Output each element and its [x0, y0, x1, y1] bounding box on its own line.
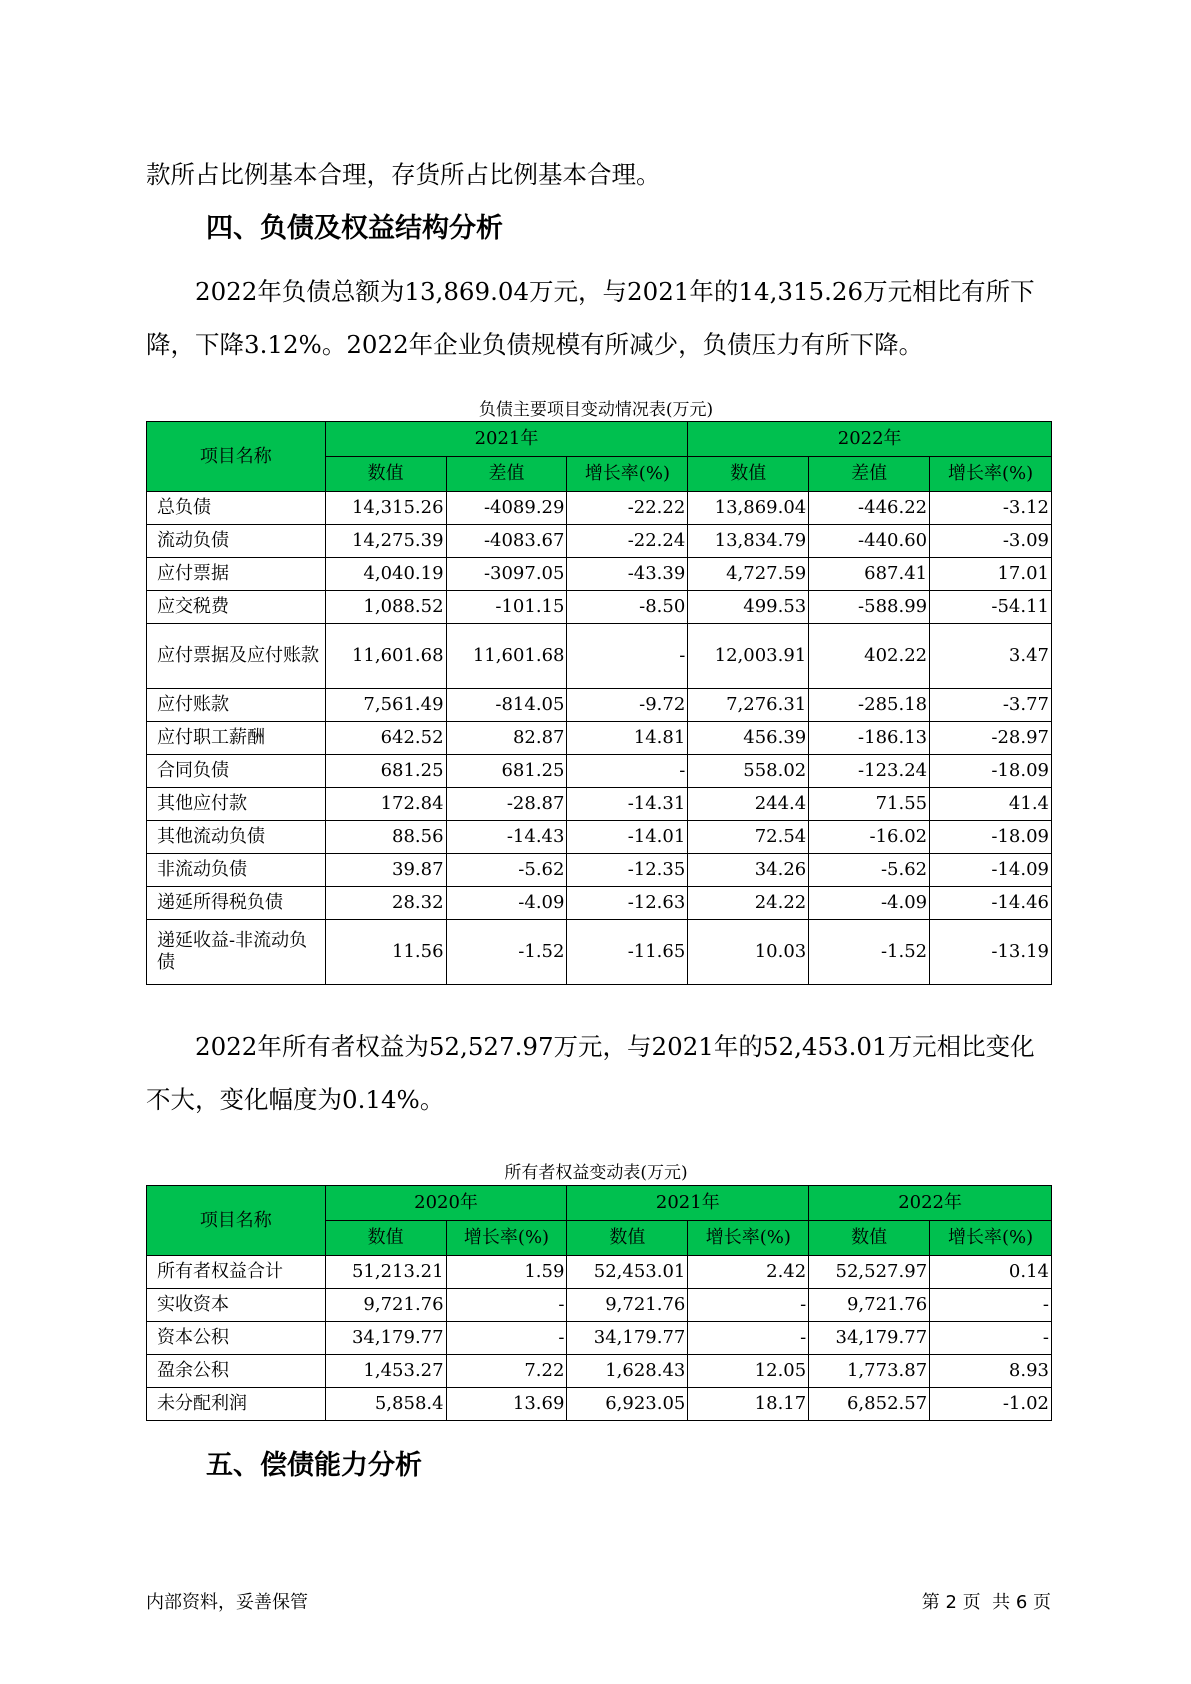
equity-subheader: 增长率(%) [446, 1221, 567, 1256]
equity-header-year-1: 2020年 [325, 1186, 567, 1221]
debt-table-caption: 负债主要项目变动情况表(万元) [478, 400, 714, 420]
table-cell: - [930, 1322, 1052, 1355]
table-cell: -101.15 [446, 591, 567, 624]
table-cell: - [567, 755, 688, 788]
equity-subheader: 增长率(%) [930, 1221, 1052, 1256]
table-cell: 172.84 [325, 788, 446, 821]
table-row [147, 755, 1052, 788]
table-cell: 34,179.77 [567, 1322, 688, 1355]
table-row [147, 558, 1052, 591]
table-cell: - [446, 1322, 567, 1355]
table-cell: -28.87 [446, 788, 567, 821]
table-cell: -285.18 [809, 689, 930, 722]
table-cell: 1,453.27 [325, 1355, 446, 1388]
table-cell: 82.87 [446, 722, 567, 755]
table-cell: 4,727.59 [688, 558, 809, 591]
table-cell: -8.50 [567, 591, 688, 624]
row-label: 递延收益-非流动负债 [147, 920, 326, 985]
table-cell: -18.09 [930, 821, 1052, 854]
row-label: 资本公积 [147, 1322, 326, 1355]
table-cell: 499.53 [688, 591, 809, 624]
equity-table [146, 1185, 1052, 1421]
table-cell: 3.47 [930, 624, 1052, 689]
table-row [147, 624, 1052, 689]
table-cell: -14.01 [567, 821, 688, 854]
table-cell: 52,527.97 [809, 1256, 930, 1289]
table-cell: -12.35 [567, 854, 688, 887]
table-cell: 41.4 [930, 788, 1052, 821]
table-cell: 51,213.21 [325, 1256, 446, 1289]
table-cell: -3.77 [930, 689, 1052, 722]
page-number: 第 2 页 共 6 页 [921, 1592, 1051, 1613]
table-cell: 558.02 [688, 755, 809, 788]
table-cell: - [567, 624, 688, 689]
table-cell: 7,276.31 [688, 689, 809, 722]
table-cell: 13.69 [446, 1388, 567, 1421]
table-cell: 642.52 [325, 722, 446, 755]
table-cell: 7,561.49 [325, 689, 446, 722]
table-cell: -16.02 [809, 821, 930, 854]
table-cell: -4089.29 [446, 492, 567, 525]
section-4-heading: 四、负债及权益结构分析 [206, 213, 503, 244]
table-cell: -814.05 [446, 689, 567, 722]
table-cell: - [688, 1289, 809, 1322]
table-row [147, 492, 1052, 525]
table-cell: 1,773.87 [809, 1355, 930, 1388]
table-cell: 8.93 [930, 1355, 1052, 1388]
table-cell: 12,003.91 [688, 624, 809, 689]
table-cell: 13,834.79 [688, 525, 809, 558]
row-label: 应付票据 [147, 558, 326, 591]
footer-confidential: 内部资料，妥善保管 [146, 1592, 308, 1613]
table-cell: -4.09 [809, 887, 930, 920]
table-cell: 14,315.26 [325, 492, 446, 525]
table-row [147, 722, 1052, 755]
row-label: 所有者权益合计 [147, 1256, 326, 1289]
table-cell: -22.22 [567, 492, 688, 525]
table-cell: 4,040.19 [325, 558, 446, 591]
table-cell: 88.56 [325, 821, 446, 854]
table-cell: 1.59 [446, 1256, 567, 1289]
table-cell: 11,601.68 [446, 624, 567, 689]
table-cell: - [930, 1289, 1052, 1322]
table-row [147, 1355, 1052, 1388]
table-cell: 18.17 [688, 1388, 809, 1421]
table-cell: -43.39 [567, 558, 688, 591]
table-cell: -1.52 [809, 920, 930, 985]
table-cell: 34.26 [688, 854, 809, 887]
debt-subheader: 差值 [809, 457, 930, 492]
table-cell: 1,628.43 [567, 1355, 688, 1388]
debt-header-year-1: 2021年 [325, 422, 688, 457]
table-cell: -3097.05 [446, 558, 567, 591]
debt-header-item: 项目名称 [147, 422, 326, 492]
table-row [147, 1388, 1052, 1421]
debt-paragraph-text: 2022年负债总额为13,869.04万元，与2021年的14,315.26万元相比有所下降，下降3.12%。2022年企业负债规模有所减少，负债压力有所下降。 [146, 277, 1035, 359]
table-cell: -5.62 [809, 854, 930, 887]
debt-subheader: 差值 [446, 457, 567, 492]
intro-line: 款所占比例基本合理，存货所占比例基本合理。 [146, 160, 661, 189]
table-cell: -4.09 [446, 887, 567, 920]
table-cell: -28.97 [930, 722, 1052, 755]
table-cell: 9,721.76 [567, 1289, 688, 1322]
table-cell: 52,453.01 [567, 1256, 688, 1289]
table-cell: 17.01 [930, 558, 1052, 591]
table-cell: -18.09 [930, 755, 1052, 788]
row-label: 非流动负债 [147, 854, 326, 887]
section-5-heading: 五、偿债能力分析 [206, 1450, 422, 1481]
debt-subheader: 增长率(%) [567, 457, 688, 492]
table-cell: -186.13 [809, 722, 930, 755]
table-row [147, 689, 1052, 722]
table-row [147, 920, 1052, 985]
row-label: 合同负债 [147, 755, 326, 788]
equity-paragraph [146, 1020, 1046, 1126]
table-row [147, 1289, 1052, 1322]
row-label: 盈余公积 [147, 1355, 326, 1388]
table-cell: 71.55 [809, 788, 930, 821]
row-label: 其他应付款 [147, 788, 326, 821]
table-row [147, 1322, 1052, 1355]
table-cell: 14.81 [567, 722, 688, 755]
intro-paragraph [146, 148, 1046, 201]
debt-paragraph [146, 265, 1046, 371]
table-cell: -3.09 [930, 525, 1052, 558]
debt-subheader: 数值 [325, 457, 446, 492]
row-label: 应交税费 [147, 591, 326, 624]
table-cell: 34,179.77 [809, 1322, 930, 1355]
row-label: 未分配利润 [147, 1388, 326, 1421]
table-cell: -14.31 [567, 788, 688, 821]
table-cell: 244.4 [688, 788, 809, 821]
table-cell: -14.09 [930, 854, 1052, 887]
table-cell: 681.25 [446, 755, 567, 788]
row-label: 应付职工薪酬 [147, 722, 326, 755]
table-cell: 13,869.04 [688, 492, 809, 525]
equity-subheader: 数值 [325, 1221, 446, 1256]
table-cell: 681.25 [325, 755, 446, 788]
debt-subheader: 数值 [688, 457, 809, 492]
equity-table-caption: 所有者权益变动表(万元) [504, 1163, 688, 1183]
table-cell: -5.62 [446, 854, 567, 887]
table-cell: 24.22 [688, 887, 809, 920]
row-label: 流动负债 [147, 525, 326, 558]
table-cell: -440.60 [809, 525, 930, 558]
table-cell: -4083.67 [446, 525, 567, 558]
table-cell: -588.99 [809, 591, 930, 624]
table-cell: -12.63 [567, 887, 688, 920]
table-cell: 6,923.05 [567, 1388, 688, 1421]
table-cell: 72.54 [688, 821, 809, 854]
table-cell: -14.43 [446, 821, 567, 854]
table-cell: -54.11 [930, 591, 1052, 624]
debt-table [146, 421, 1052, 985]
table-cell: -22.24 [567, 525, 688, 558]
table-cell: 34,179.77 [325, 1322, 446, 1355]
table-row [147, 854, 1052, 887]
equity-subheader: 数值 [567, 1221, 688, 1256]
table-cell: 12.05 [688, 1355, 809, 1388]
row-label: 应付账款 [147, 689, 326, 722]
table-cell: 10.03 [688, 920, 809, 985]
equity-header-year-2: 2021年 [567, 1186, 809, 1221]
table-row [147, 788, 1052, 821]
table-cell: -14.46 [930, 887, 1052, 920]
table-cell: 1,088.52 [325, 591, 446, 624]
table-cell: -9.72 [567, 689, 688, 722]
table-cell: -1.02 [930, 1388, 1052, 1421]
table-cell: -11.65 [567, 920, 688, 985]
table-cell: 39.87 [325, 854, 446, 887]
debt-header-year-2: 2022年 [688, 422, 1052, 457]
table-cell: 687.41 [809, 558, 930, 591]
table-cell: -1.52 [446, 920, 567, 985]
equity-header-year-3: 2022年 [809, 1186, 1052, 1221]
equity-subheader: 增长率(%) [688, 1221, 809, 1256]
table-cell: 14,275.39 [325, 525, 446, 558]
table-cell: 5,858.4 [325, 1388, 446, 1421]
equity-header-item: 项目名称 [147, 1186, 326, 1256]
equity-paragraph-text: 2022年所有者权益为52,527.97万元，与2021年的52,453.01万元相比变化不大，变化幅度为0.14%。 [146, 1032, 1035, 1114]
row-label: 递延所得税负债 [147, 887, 326, 920]
table-row [147, 887, 1052, 920]
table-cell: 9,721.76 [325, 1289, 446, 1322]
debt-subheader: 增长率(%) [930, 457, 1052, 492]
table-cell: - [688, 1322, 809, 1355]
row-label: 实收资本 [147, 1289, 326, 1322]
table-cell: -3.12 [930, 492, 1052, 525]
table-cell: 9,721.76 [809, 1289, 930, 1322]
table-cell: 6,852.57 [809, 1388, 930, 1421]
table-row [147, 525, 1052, 558]
table-cell: 28.32 [325, 887, 446, 920]
row-label: 总负债 [147, 492, 326, 525]
table-row [147, 1256, 1052, 1289]
row-label: 应付票据及应付账款 [147, 624, 326, 689]
table-row [147, 591, 1052, 624]
table-cell: - [446, 1289, 567, 1322]
table-cell: 11,601.68 [325, 624, 446, 689]
table-cell: 456.39 [688, 722, 809, 755]
table-cell: 402.22 [809, 624, 930, 689]
table-cell: -13.19 [930, 920, 1052, 985]
table-cell: 2.42 [688, 1256, 809, 1289]
table-cell: 11.56 [325, 920, 446, 985]
table-cell: 7.22 [446, 1355, 567, 1388]
table-cell: -446.22 [809, 492, 930, 525]
table-cell: -123.24 [809, 755, 930, 788]
table-row [147, 821, 1052, 854]
table-cell: 0.14 [930, 1256, 1052, 1289]
equity-subheader: 数值 [809, 1221, 930, 1256]
row-label: 其他流动负债 [147, 821, 326, 854]
